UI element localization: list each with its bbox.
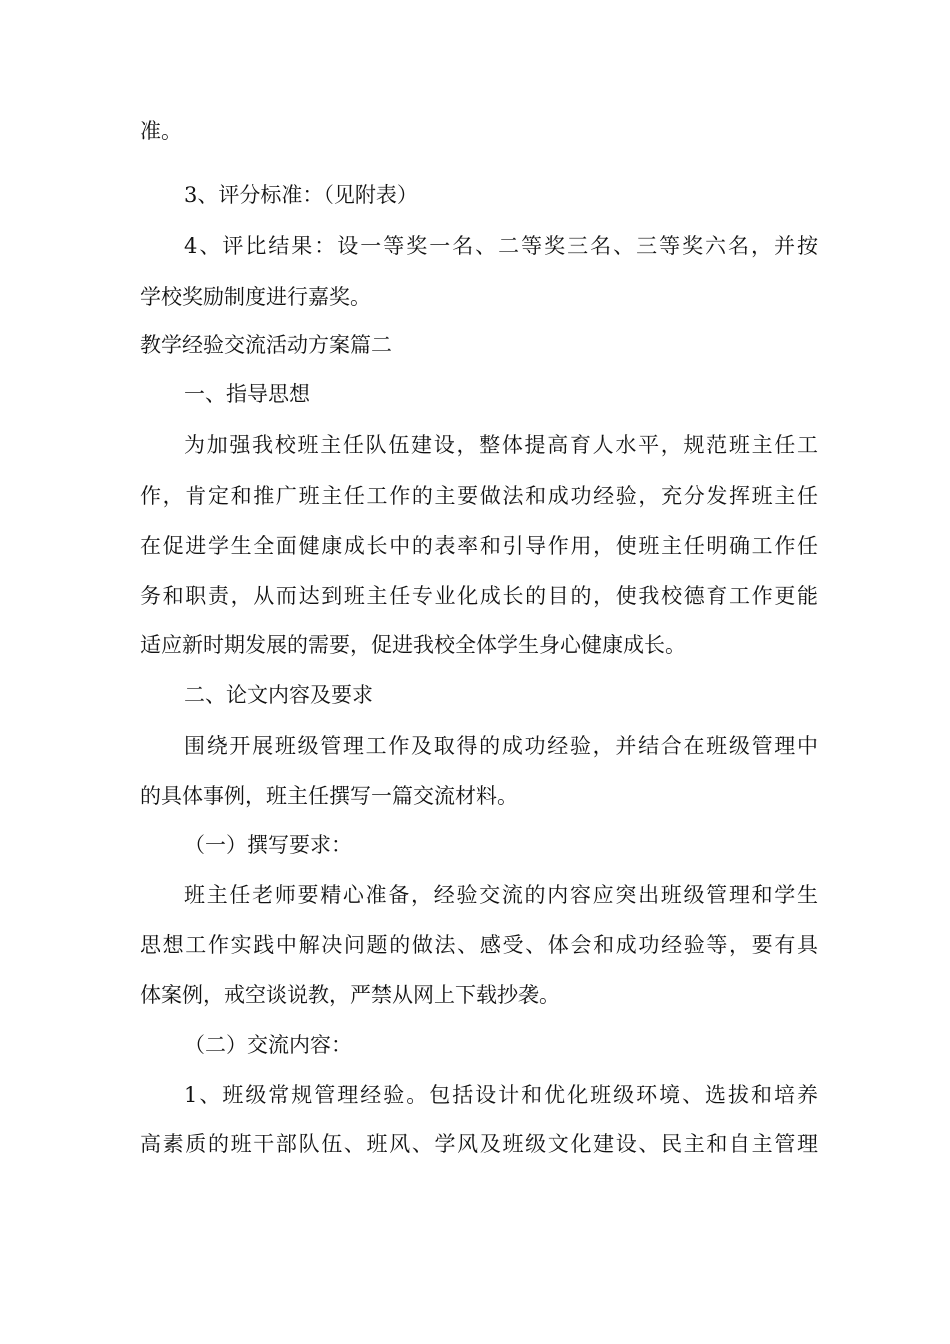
text-line: 高素质的班干部队伍、班风、学风及班级文化建设、民主和自主管理 — [140, 1132, 818, 1156]
text-line: 思想工作实践中解决问题的做法、感受、体会和成功经验等，要有具 — [140, 933, 818, 957]
subsection-heading: （一）撰写要求： — [184, 833, 352, 857]
section-heading: 教学经验交流活动方案篇二 — [140, 333, 392, 357]
text-line: 学校奖励制度进行嘉奖。 — [140, 285, 371, 309]
text-line: 1、班级常规管理经验。包括设计和优化班级环境、选拔和培养 — [184, 1083, 818, 1107]
text-line: 4、评比结果：设一等奖一名、二等奖三名、三等奖六名，并按 — [184, 234, 818, 258]
text-line: 作，肯定和推广班主任工作的主要做法和成功经验，充分发挥班主任 — [140, 484, 818, 508]
text-line: 3、评分标准：（见附表） — [184, 183, 418, 207]
text-line: 围绕开展班级管理工作及取得的成功经验，并结合在班级管理中 — [184, 734, 818, 758]
section-heading: 一、指导思想 — [184, 382, 310, 406]
text-line: 在促进学生全面健康成长中的表率和引导作用，使班主任明确工作任 — [140, 534, 818, 558]
text-line: 的具体事例，班主任撰写一篇交流材料。 — [140, 784, 518, 808]
subsection-heading: （二）交流内容： — [184, 1033, 352, 1057]
text-line: 准。 — [140, 119, 182, 143]
text-line: 为加强我校班主任队伍建设，整体提高育人水平，规范班主任工 — [184, 433, 818, 457]
section-heading: 二、论文内容及要求 — [184, 683, 373, 707]
text-line: 适应新时期发展的需要，促进我校全体学生身心健康成长。 — [140, 633, 686, 657]
text-line: 班主任老师要精心准备，经验交流的内容应突出班级管理和学生 — [184, 883, 818, 907]
text-line: 体案例，戒空谈说教，严禁从网上下载抄袭。 — [140, 983, 560, 1007]
text-line: 务和职责，从而达到班主任专业化成长的目的，使我校德育工作更能 — [140, 584, 818, 608]
